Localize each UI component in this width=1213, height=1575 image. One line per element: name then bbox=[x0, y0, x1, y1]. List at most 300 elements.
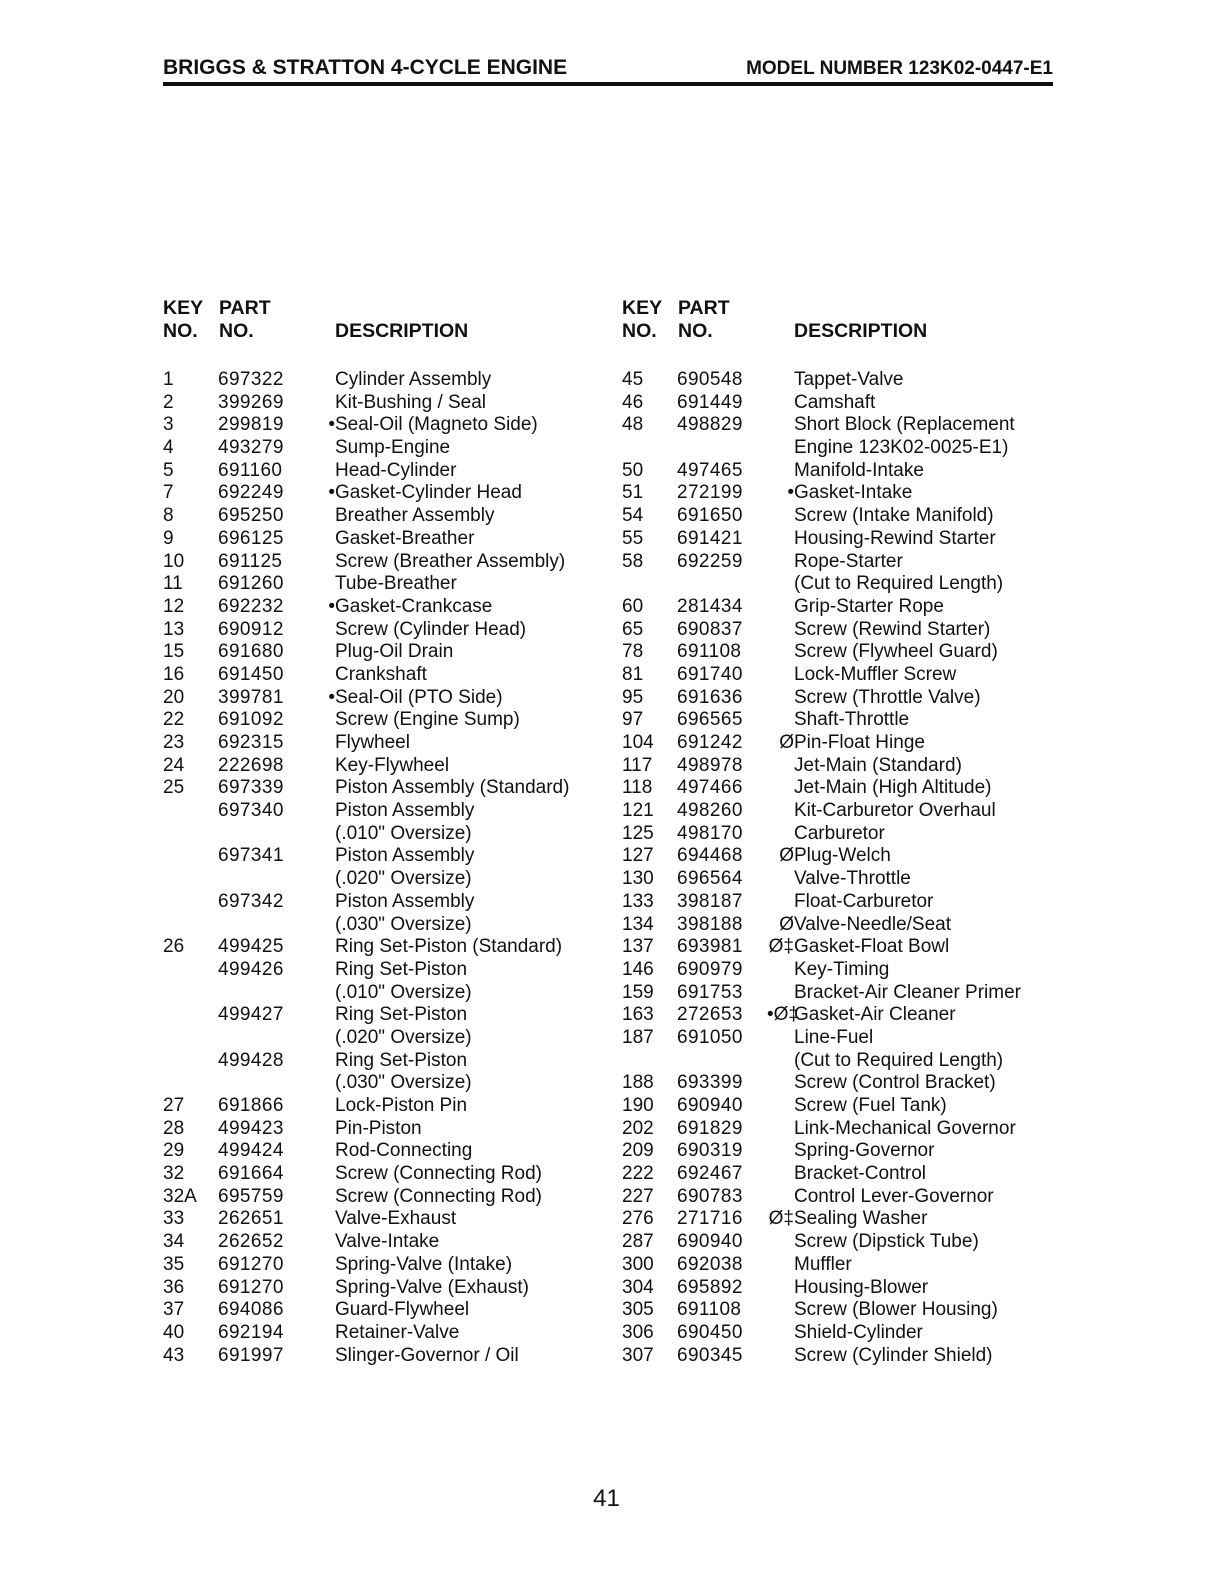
part-symbol: • bbox=[328, 686, 335, 708]
key-number: 222 bbox=[622, 1163, 654, 1185]
parts-row bbox=[622, 664, 1052, 687]
part-number: 691421 bbox=[677, 527, 743, 549]
parts-row bbox=[163, 982, 603, 1005]
part-number: 694086 bbox=[218, 1299, 284, 1321]
part-number: 690319 bbox=[677, 1140, 743, 1162]
parts-row bbox=[163, 868, 603, 891]
part-description: Screw (Rewind Starter) bbox=[794, 618, 991, 640]
parts-row bbox=[163, 709, 603, 732]
key-number: 190 bbox=[622, 1095, 654, 1116]
parts-row bbox=[622, 891, 1052, 914]
key-no-heading: KEY NO. bbox=[622, 297, 663, 342]
key-number: 45 bbox=[622, 369, 644, 390]
part-description: (Cut to Required Length) bbox=[794, 1049, 1004, 1071]
part-number: 691740 bbox=[677, 663, 743, 685]
part-number: 499423 bbox=[218, 1117, 284, 1139]
part-number: 691270 bbox=[218, 1253, 284, 1275]
part-description: Screw (Connecting Rod) bbox=[335, 1185, 542, 1207]
parts-row bbox=[163, 755, 603, 778]
part-number: 692194 bbox=[218, 1321, 284, 1343]
engine-title: BRIGGS & STRATTON 4-CYCLE ENGINE bbox=[163, 56, 568, 79]
part-description: Grip-Starter Rope bbox=[794, 595, 944, 617]
key-number: 27 bbox=[163, 1095, 185, 1116]
parts-row bbox=[622, 868, 1052, 891]
part-description: Pin-Piston bbox=[335, 1117, 422, 1139]
key-number: 209 bbox=[622, 1140, 654, 1162]
parts-row bbox=[622, 619, 1052, 642]
part-number: 691242 bbox=[677, 732, 743, 753]
parts-row bbox=[163, 573, 603, 596]
part-description: Crankshaft bbox=[335, 663, 427, 685]
part-description: Bracket-Control bbox=[794, 1163, 926, 1185]
parts-row bbox=[622, 1254, 1052, 1277]
part-number: 695892 bbox=[677, 1276, 743, 1298]
key-number: 117 bbox=[622, 754, 653, 776]
part-description: Screw (Flywheel Guard) bbox=[794, 641, 998, 663]
part-symbol: • bbox=[328, 414, 335, 436]
part-description: Gasket-Intake bbox=[794, 482, 913, 504]
parts-row bbox=[163, 641, 603, 664]
part-description: (.020" Oversize) bbox=[335, 1026, 472, 1048]
part-description: Valve-Intake bbox=[335, 1231, 440, 1253]
parts-row bbox=[622, 914, 1052, 937]
part-number: 398187 bbox=[677, 890, 743, 912]
part-symbol: Ø bbox=[779, 845, 794, 867]
part-description: Tappet-Valve bbox=[794, 369, 904, 390]
parts-row bbox=[622, 1299, 1052, 1322]
part-number: 497465 bbox=[677, 459, 743, 481]
parts-row bbox=[622, 709, 1052, 732]
key-number: 187 bbox=[622, 1026, 654, 1048]
part-description: Screw (Connecting Rod) bbox=[335, 1163, 542, 1185]
part-description: (.030" Oversize) bbox=[335, 1072, 472, 1094]
parts-row bbox=[163, 1231, 603, 1254]
part-description: Screw (Dipstick Tube) bbox=[794, 1231, 979, 1253]
part-description: Screw (Blower Housing) bbox=[794, 1299, 998, 1321]
part-description: Rope-Starter bbox=[794, 550, 903, 572]
part-description: Screw (Control Bracket) bbox=[794, 1072, 996, 1094]
key-number: 300 bbox=[622, 1253, 654, 1275]
parts-row bbox=[622, 505, 1052, 528]
key-number: 54 bbox=[622, 505, 644, 527]
part-number: 691092 bbox=[218, 709, 284, 731]
key-number: 306 bbox=[622, 1321, 654, 1343]
key-number: 32 bbox=[163, 1163, 185, 1185]
key-number: 23 bbox=[163, 732, 185, 753]
part-description: Housing-Rewind Starter bbox=[794, 527, 996, 549]
part-number: 695759 bbox=[218, 1185, 284, 1207]
part-description: Gasket-Air Cleaner bbox=[794, 1004, 956, 1026]
part-number: 696125 bbox=[218, 527, 284, 549]
parts-row bbox=[163, 1004, 603, 1027]
part-number: 690912 bbox=[218, 618, 284, 640]
parts-row bbox=[163, 1050, 603, 1073]
part-description: Plug-Oil Drain bbox=[335, 641, 454, 663]
part-number: 691125 bbox=[218, 550, 283, 572]
parts-row bbox=[163, 959, 603, 982]
parts-row bbox=[163, 1299, 603, 1322]
parts-row bbox=[622, 1050, 1052, 1073]
part-number: 691449 bbox=[677, 391, 743, 413]
key-number: 81 bbox=[622, 663, 644, 685]
part-number: 694468 bbox=[677, 845, 743, 867]
part-description: Housing-Blower bbox=[794, 1276, 929, 1298]
key-number: 104 bbox=[622, 732, 654, 753]
part-no-heading: PART NO. bbox=[219, 297, 271, 342]
parts-row bbox=[163, 936, 603, 959]
part-number: 281434 bbox=[677, 595, 743, 617]
part-number: 690783 bbox=[677, 1185, 743, 1207]
part-number: 691450 bbox=[218, 663, 284, 685]
part-number: 690979 bbox=[677, 958, 743, 980]
key-number: 1 bbox=[163, 369, 174, 390]
parts-row bbox=[622, 1277, 1052, 1300]
parts-row bbox=[622, 982, 1052, 1005]
parts-row bbox=[163, 392, 603, 415]
part-description: Slinger-Governor / Oil bbox=[335, 1344, 519, 1366]
part-number: 695250 bbox=[218, 505, 284, 527]
parts-row bbox=[163, 437, 603, 460]
part-description: Head-Cylinder bbox=[335, 459, 457, 481]
parts-row bbox=[622, 392, 1052, 415]
part-number: 499427 bbox=[218, 1004, 284, 1026]
parts-row bbox=[622, 823, 1052, 846]
parts-row bbox=[163, 551, 603, 574]
part-description: (.020" Oversize) bbox=[335, 868, 472, 890]
part-description: Pin-Float Hinge bbox=[794, 732, 925, 753]
key-number: 78 bbox=[622, 641, 644, 663]
key-number: 20 bbox=[163, 686, 185, 708]
part-description: Carburetor bbox=[794, 822, 885, 844]
description-heading: DESCRIPTION bbox=[335, 320, 469, 342]
part-description: Valve-Throttle bbox=[794, 868, 911, 890]
key-number: 130 bbox=[622, 868, 654, 890]
part-description: Rod-Connecting bbox=[335, 1140, 473, 1162]
key-number: 146 bbox=[622, 958, 654, 980]
part-number: 692249 bbox=[218, 482, 284, 504]
parts-row bbox=[622, 845, 1052, 868]
key-number: 60 bbox=[622, 595, 644, 617]
part-description: Sump-Engine bbox=[335, 437, 451, 459]
key-number: 118 bbox=[622, 777, 653, 799]
part-description: Breather Assembly bbox=[335, 505, 495, 527]
column-headings bbox=[622, 297, 1052, 367]
part-number: 399781 bbox=[218, 686, 284, 708]
part-symbol: • bbox=[787, 482, 794, 504]
column-headings bbox=[163, 297, 603, 367]
parts-row bbox=[163, 1277, 603, 1300]
key-number: 304 bbox=[622, 1276, 654, 1298]
part-description: Plug-Welch bbox=[794, 845, 891, 867]
parts-row bbox=[622, 437, 1052, 460]
part-number: 499425 bbox=[218, 936, 284, 958]
part-description: Screw (Breather Assembly) bbox=[335, 550, 566, 572]
key-number: 22 bbox=[163, 709, 185, 731]
part-number: 696564 bbox=[677, 868, 743, 890]
key-number: 137 bbox=[622, 936, 654, 958]
part-number: 691260 bbox=[218, 573, 284, 595]
parts-row bbox=[622, 732, 1052, 755]
parts-row bbox=[163, 891, 603, 914]
key-number: 50 bbox=[622, 459, 644, 481]
part-number: 498978 bbox=[677, 754, 743, 776]
parts-row bbox=[163, 1027, 603, 1050]
part-symbol: • bbox=[328, 595, 335, 617]
key-number: 16 bbox=[163, 663, 185, 685]
part-number: 696565 bbox=[677, 709, 743, 731]
part-number: 222698 bbox=[218, 754, 284, 776]
part-number: 399269 bbox=[218, 391, 284, 413]
part-description: Sealing Washer bbox=[794, 1208, 928, 1230]
key-number: 188 bbox=[622, 1072, 654, 1094]
key-number: 9 bbox=[163, 527, 174, 549]
part-description: Valve-Exhaust bbox=[335, 1208, 457, 1230]
part-number: 691997 bbox=[218, 1344, 284, 1366]
key-number: 127 bbox=[622, 845, 654, 867]
key-number: 11 bbox=[163, 573, 183, 595]
page-header bbox=[163, 56, 1053, 86]
part-number: 499428 bbox=[218, 1049, 284, 1071]
parts-row bbox=[163, 1095, 603, 1118]
part-symbol: Ø bbox=[779, 913, 794, 935]
key-number: 4 bbox=[163, 437, 174, 459]
parts-row bbox=[622, 1004, 1052, 1027]
parts-row bbox=[622, 1072, 1052, 1095]
part-number: 498829 bbox=[677, 414, 743, 436]
part-description: (.030" Oversize) bbox=[335, 913, 472, 935]
part-number: 692038 bbox=[677, 1253, 743, 1275]
part-description: Muffler bbox=[794, 1253, 852, 1275]
parts-row bbox=[163, 914, 603, 937]
part-number: 498260 bbox=[677, 800, 743, 822]
part-number: 693981 bbox=[677, 936, 743, 958]
key-number: 5 bbox=[163, 459, 174, 481]
parts-row bbox=[622, 1027, 1052, 1050]
parts-row bbox=[163, 1322, 603, 1345]
part-number: 691680 bbox=[218, 641, 284, 663]
part-number: 692467 bbox=[677, 1163, 743, 1185]
part-description: Flywheel bbox=[335, 732, 410, 753]
key-number: 29 bbox=[163, 1140, 185, 1162]
parts-list-left bbox=[163, 369, 603, 1367]
key-number: 125 bbox=[622, 822, 654, 844]
part-symbol: •Ø‡ bbox=[767, 1004, 799, 1026]
part-number: 692232 bbox=[218, 595, 284, 617]
key-number: 15 bbox=[163, 641, 185, 663]
part-description: Screw (Cylinder Head) bbox=[335, 618, 527, 640]
key-number: 34 bbox=[163, 1231, 185, 1253]
part-number: 299819 bbox=[218, 414, 284, 436]
part-number: 691108 bbox=[677, 641, 742, 663]
key-number: 95 bbox=[622, 686, 644, 708]
parts-row bbox=[622, 777, 1052, 800]
part-description: Tube-Breather bbox=[335, 573, 457, 595]
key-number: 12 bbox=[163, 595, 185, 617]
part-number: 690450 bbox=[677, 1321, 743, 1343]
part-description: Lock-Muffler Screw bbox=[794, 663, 957, 685]
part-number: 691866 bbox=[218, 1095, 284, 1116]
parts-row bbox=[622, 573, 1052, 596]
part-description: Retainer-Valve bbox=[335, 1321, 460, 1343]
key-number: 159 bbox=[622, 981, 654, 1003]
key-no-heading: KEY NO. bbox=[163, 297, 204, 342]
key-number: 202 bbox=[622, 1117, 654, 1139]
part-number: 693399 bbox=[677, 1072, 743, 1094]
part-number: 691160 bbox=[218, 459, 283, 481]
description-heading: DESCRIPTION bbox=[794, 320, 928, 342]
part-number: 690345 bbox=[677, 1344, 743, 1366]
parts-row bbox=[163, 414, 603, 437]
part-description: Piston Assembly bbox=[335, 845, 475, 867]
parts-row bbox=[163, 845, 603, 868]
parts-row bbox=[622, 1208, 1052, 1231]
parts-row bbox=[163, 800, 603, 823]
part-description: Valve-Needle/Seat bbox=[794, 913, 952, 935]
key-number: 25 bbox=[163, 777, 185, 799]
part-number: 692259 bbox=[677, 550, 743, 572]
part-number: 272653 bbox=[677, 1004, 743, 1026]
part-number: 691050 bbox=[677, 1026, 743, 1048]
part-number: 498170 bbox=[677, 822, 743, 844]
part-number: 271716 bbox=[677, 1208, 743, 1230]
key-number: 36 bbox=[163, 1276, 185, 1298]
parts-row bbox=[622, 1345, 1052, 1368]
part-description: Spring-Valve (Exhaust) bbox=[335, 1276, 529, 1298]
parts-row bbox=[622, 460, 1052, 483]
parts-row bbox=[163, 482, 603, 505]
part-description: Gasket-Cylinder Head bbox=[335, 482, 522, 504]
part-description: Spring-Valve (Intake) bbox=[335, 1253, 513, 1275]
part-number: 493279 bbox=[218, 437, 284, 459]
key-number: 13 bbox=[163, 618, 185, 640]
parts-row bbox=[163, 1072, 603, 1095]
parts-row bbox=[163, 619, 603, 642]
part-description: Key-Timing bbox=[794, 958, 890, 980]
part-description: Camshaft bbox=[794, 391, 876, 413]
part-description: Screw (Throttle Valve) bbox=[794, 686, 981, 708]
part-description: Gasket-Crankcase bbox=[335, 595, 493, 617]
parts-row bbox=[163, 1140, 603, 1163]
key-number: 276 bbox=[622, 1208, 654, 1230]
part-description: Ring Set-Piston bbox=[335, 1004, 468, 1026]
part-description: Jet-Main (High Altitude) bbox=[794, 777, 992, 799]
parts-row bbox=[622, 369, 1052, 392]
part-description: Engine 123K02-0025-E1) bbox=[794, 437, 1009, 459]
part-description: Ring Set-Piston bbox=[335, 958, 468, 980]
parts-row bbox=[163, 505, 603, 528]
key-number: 55 bbox=[622, 527, 644, 549]
parts-row bbox=[163, 823, 603, 846]
key-number: 3 bbox=[163, 414, 174, 436]
part-description: Screw (Cylinder Shield) bbox=[794, 1344, 993, 1366]
key-number: 133 bbox=[622, 890, 654, 912]
part-description: Piston Assembly (Standard) bbox=[335, 777, 570, 799]
part-symbol: Ø‡ bbox=[768, 936, 794, 958]
part-number: 497466 bbox=[677, 777, 743, 799]
part-number: 690548 bbox=[677, 369, 743, 390]
part-number: 690940 bbox=[677, 1095, 743, 1116]
parts-row bbox=[163, 528, 603, 551]
part-number: 690837 bbox=[677, 618, 743, 640]
part-symbol: Ø bbox=[779, 732, 794, 753]
parts-row bbox=[163, 369, 603, 392]
part-description: Piston Assembly bbox=[335, 890, 475, 912]
parts-row bbox=[622, 1095, 1052, 1118]
key-number: 287 bbox=[622, 1231, 654, 1253]
key-number: 65 bbox=[622, 618, 644, 640]
parts-row bbox=[622, 482, 1052, 505]
part-description: (Cut to Required Length) bbox=[794, 573, 1004, 595]
parts-row bbox=[622, 1231, 1052, 1254]
part-description: Ring Set-Piston bbox=[335, 1049, 468, 1071]
key-number: 51 bbox=[622, 482, 644, 504]
part-description: Link-Mechanical Governor bbox=[794, 1117, 1016, 1139]
parts-row bbox=[163, 732, 603, 755]
parts-row bbox=[622, 755, 1052, 778]
part-description: Kit-Carburetor Overhaul bbox=[794, 800, 996, 822]
parts-row bbox=[622, 1322, 1052, 1345]
parts-row bbox=[163, 460, 603, 483]
parts-row bbox=[622, 1140, 1052, 1163]
part-description: Seal-Oil (Magneto Side) bbox=[335, 414, 538, 436]
parts-row bbox=[622, 936, 1052, 959]
part-description: Piston Assembly bbox=[335, 800, 475, 822]
parts-row bbox=[163, 1345, 603, 1368]
key-number: 58 bbox=[622, 550, 644, 572]
part-description: Guard-Flywheel bbox=[335, 1299, 470, 1321]
part-number: 691664 bbox=[218, 1163, 284, 1185]
part-description: Gasket-Breather bbox=[335, 527, 475, 549]
part-description: (.010" Oversize) bbox=[335, 981, 472, 1003]
parts-row bbox=[163, 1208, 603, 1231]
parts-row bbox=[622, 959, 1052, 982]
key-number: 134 bbox=[622, 913, 654, 935]
part-description: Kit-Bushing / Seal bbox=[335, 391, 487, 413]
part-description: Float-Carburetor bbox=[794, 890, 934, 912]
page-number: 41 bbox=[593, 1485, 620, 1512]
parts-column-right bbox=[622, 297, 1052, 1365]
parts-row bbox=[622, 1163, 1052, 1186]
part-number: 692315 bbox=[218, 732, 284, 753]
part-description: Ring Set-Piston (Standard) bbox=[335, 936, 563, 958]
part-number: 398188 bbox=[677, 913, 743, 935]
key-number: 24 bbox=[163, 754, 185, 776]
part-number: 697340 bbox=[218, 800, 284, 822]
key-number: 97 bbox=[622, 709, 644, 731]
key-number: 7 bbox=[163, 482, 174, 504]
part-number: 697339 bbox=[218, 777, 284, 799]
part-symbol: • bbox=[328, 482, 335, 504]
part-description: Screw (Fuel Tank) bbox=[794, 1095, 947, 1116]
part-number: 697322 bbox=[218, 369, 284, 390]
parts-row bbox=[622, 528, 1052, 551]
part-description: Gasket-Float Bowl bbox=[794, 936, 950, 958]
part-description: Lock-Piston Pin bbox=[335, 1095, 468, 1116]
part-number: 691270 bbox=[218, 1276, 284, 1298]
part-number: 272199 bbox=[677, 482, 743, 504]
part-number: 697341 bbox=[218, 845, 284, 867]
key-number: 33 bbox=[163, 1208, 185, 1230]
parts-row bbox=[163, 596, 603, 619]
parts-row bbox=[622, 1118, 1052, 1141]
part-no-heading: PART NO. bbox=[678, 297, 730, 342]
parts-row bbox=[163, 777, 603, 800]
parts-row bbox=[163, 687, 603, 710]
parts-row bbox=[163, 1163, 603, 1186]
part-description: Short Block (Replacement bbox=[794, 414, 1015, 436]
parts-row bbox=[622, 641, 1052, 664]
part-number: 697342 bbox=[218, 890, 284, 912]
